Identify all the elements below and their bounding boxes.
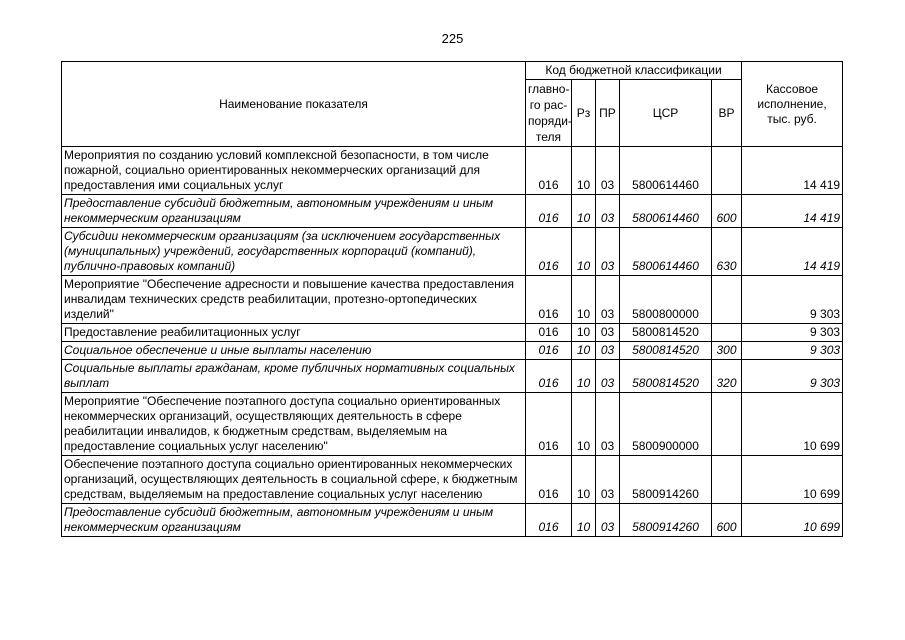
cell-vr xyxy=(712,147,742,195)
cell-vr: 300 xyxy=(712,342,742,360)
page-number: 225 xyxy=(441,31,464,46)
cell-admin: 016 xyxy=(526,276,572,324)
cell-name: Мероприятие "Обеспечение адресности и повышение качества предоставления инвалидам технических средств реабилитации, протезно-ортопедических изделий" xyxy=(62,276,526,324)
header-csr: ЦСР xyxy=(620,80,712,147)
cell-admin: 016 xyxy=(526,147,572,195)
cell-csr: 5800814520 xyxy=(620,342,712,360)
cell-amount: 10 699 xyxy=(742,393,843,456)
cell-pr: 03 xyxy=(596,147,620,195)
cell-rz: 10 xyxy=(572,393,596,456)
cell-name: Социальные выплаты гражданам, кроме публичных нормативных социальных выплат xyxy=(62,360,526,393)
header-name: Наименование показателя xyxy=(62,62,526,147)
cell-csr: 5800614460 xyxy=(620,195,712,228)
table-row xyxy=(62,195,843,228)
header-pr: ПР xyxy=(596,80,620,147)
cell-csr: 5800900000 xyxy=(620,393,712,456)
cell-pr: 03 xyxy=(596,342,620,360)
cell-csr: 5800814520 xyxy=(620,324,712,342)
table-row xyxy=(62,147,843,195)
cell-rz: 10 xyxy=(572,147,596,195)
budget-table xyxy=(61,61,843,537)
header-amount: Кассовое исполнение, тыс. руб. xyxy=(742,62,843,147)
cell-rz: 10 xyxy=(572,342,596,360)
cell-rz: 10 xyxy=(572,228,596,276)
cell-csr: 5800800000 xyxy=(620,276,712,324)
cell-rz: 10 xyxy=(572,195,596,228)
table-row xyxy=(62,393,843,456)
cell-pr: 03 xyxy=(596,276,620,324)
table-row xyxy=(62,276,843,324)
cell-pr: 03 xyxy=(596,456,620,504)
cell-pr: 03 xyxy=(596,504,620,537)
cell-admin: 016 xyxy=(526,393,572,456)
cell-admin: 016 xyxy=(526,360,572,393)
cell-vr: 630 xyxy=(712,228,742,276)
cell-amount: 14 419 xyxy=(742,228,843,276)
cell-amount: 9 303 xyxy=(742,360,843,393)
cell-name: Социальное обеспечение и иные выплаты населению xyxy=(62,342,526,360)
cell-admin: 016 xyxy=(526,504,572,537)
header-code-group: Код бюджетной классификации xyxy=(526,62,742,80)
cell-admin: 016 xyxy=(526,228,572,276)
cell-vr xyxy=(712,276,742,324)
header-rz: Рз xyxy=(572,80,596,147)
cell-csr: 5800814520 xyxy=(620,360,712,393)
table-row xyxy=(62,228,843,276)
cell-amount: 9 303 xyxy=(742,324,843,342)
cell-pr: 03 xyxy=(596,324,620,342)
cell-name: Обеспечение поэтапного доступа социально ориентированных некоммерческих организаций, осуществляющих деятельность в социальной сфере, к бюджетным средствам, выделяемым на предоставление социальных услуг населению xyxy=(62,456,526,504)
cell-pr: 03 xyxy=(596,195,620,228)
cell-admin: 016 xyxy=(526,342,572,360)
table-row xyxy=(62,360,843,393)
table-body xyxy=(62,147,843,537)
cell-name: Предоставление реабилитационных услуг xyxy=(62,324,526,342)
cell-amount: 10 699 xyxy=(742,504,843,537)
cell-name: Предоставление субсидий бюджетным, автономным учреждениям и иным некоммерческим организациям xyxy=(62,504,526,537)
cell-rz: 10 xyxy=(572,456,596,504)
cell-admin: 016 xyxy=(526,195,572,228)
table-row xyxy=(62,504,843,537)
cell-csr: 5800914260 xyxy=(620,504,712,537)
cell-amount: 9 303 xyxy=(742,342,843,360)
cell-rz: 10 xyxy=(572,324,596,342)
cell-name: Мероприятия по созданию условий комплексной безопасности, в том числе пожарной, социально ориентированных некоммерческих организаций для предоставления ими социальных услуг xyxy=(62,147,526,195)
cell-vr xyxy=(712,393,742,456)
cell-vr xyxy=(712,456,742,504)
table-row xyxy=(62,324,843,342)
cell-amount: 10 699 xyxy=(742,456,843,504)
header-vr: ВР xyxy=(712,80,742,147)
cell-amount: 14 419 xyxy=(742,147,843,195)
cell-vr: 320 xyxy=(712,360,742,393)
cell-rz: 10 xyxy=(572,360,596,393)
cell-admin: 016 xyxy=(526,456,572,504)
cell-csr: 5800914260 xyxy=(620,456,712,504)
cell-name: Субсидии некоммерческим организациям (за исключением государственных (муниципальных) учреждений, государственных корпораций (компаний), публично-правовых компаний) xyxy=(62,228,526,276)
cell-name: Предоставление субсидий бюджетным, автономным учреждениям и иным некоммерческим организациям xyxy=(62,195,526,228)
table-row xyxy=(62,456,843,504)
cell-vr: 600 xyxy=(712,504,742,537)
cell-pr: 03 xyxy=(596,360,620,393)
cell-admin: 016 xyxy=(526,324,572,342)
cell-rz: 10 xyxy=(572,504,596,537)
cell-csr: 5800614460 xyxy=(620,228,712,276)
table-row xyxy=(62,342,843,360)
cell-amount: 14 419 xyxy=(742,195,843,228)
cell-amount: 9 303 xyxy=(742,276,843,324)
table-header xyxy=(62,62,843,147)
header-admin: главно-го рас-поряди-теля xyxy=(526,80,572,147)
cell-vr xyxy=(712,324,742,342)
cell-pr: 03 xyxy=(596,393,620,456)
cell-csr: 5800614460 xyxy=(620,147,712,195)
cell-name: Мероприятие "Обеспечение поэтапного доступа социально ориентированных некоммерческих организаций, осуществляющих деятельность в сфере реабилитации инвалидов, к бюджетным средствам, выделяемым на предоставление социальных услуг населению" xyxy=(62,393,526,456)
cell-rz: 10 xyxy=(572,276,596,324)
cell-pr: 03 xyxy=(596,228,620,276)
cell-vr: 600 xyxy=(712,195,742,228)
